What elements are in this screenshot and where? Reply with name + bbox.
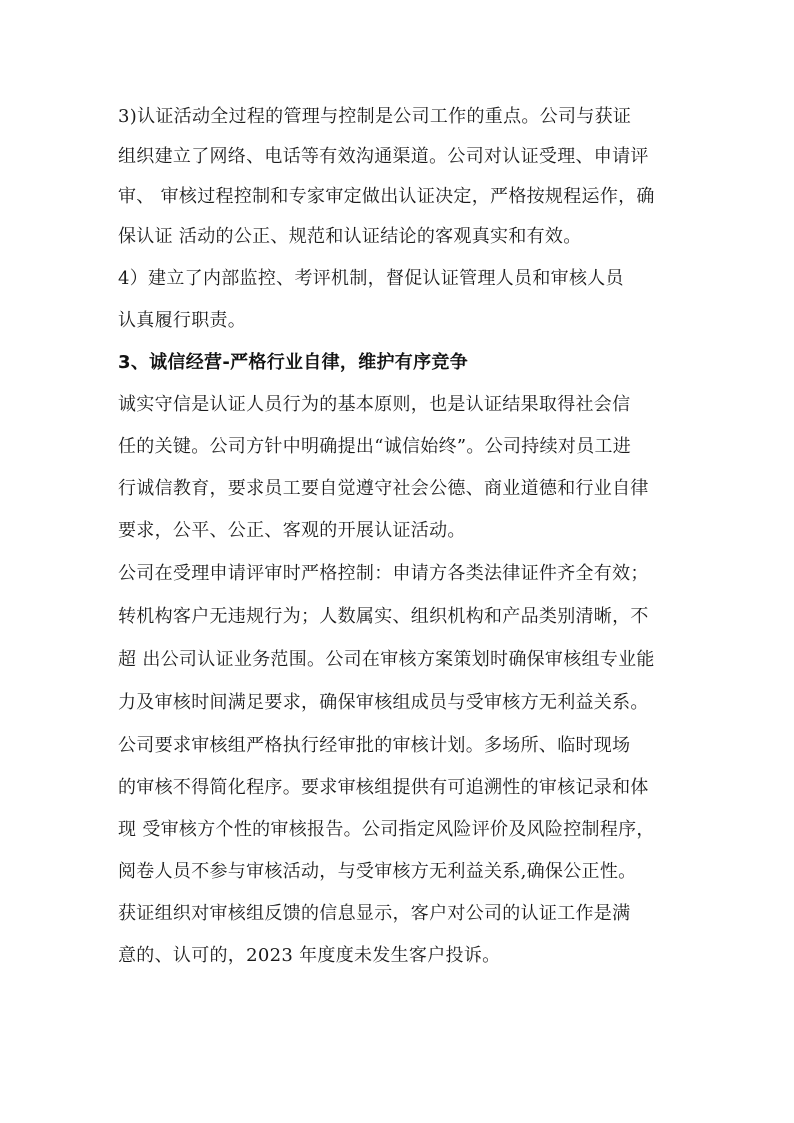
paragraph-line: 超 出公司认证业务范围。公司在审核方案策划时确保审核组专业能 [118, 649, 655, 670]
paragraph-line: 4）建立了内部监控、考评机制，督促认证管理人员和审核人员 [118, 268, 624, 289]
paragraph-line: 审、 审核过程控制和专家审定做出认证决定，严格按规程运作，确 [118, 186, 655, 207]
paragraph-line: 现 受审核方个性的审核报告。公司指定风险评价及风险控制程序， [118, 819, 655, 840]
paragraph-line: 3)认证活动全过程的管理与控制是公司工作的重点。公司与获证 [118, 106, 632, 127]
paragraph-line: 公司在受理申请评审时严格控制：申请方各类法律证件齐全有效； [118, 563, 649, 584]
paragraph-line: 行诚信教育，要求员工要自觉遵守社会公德、商业道德和行业自律 [118, 478, 649, 499]
paragraph-line: 转机构客户无违规行为；人数属实、组织机构和产品类别清晰，不 [118, 606, 649, 627]
paragraph-line: 组织建立了网络、电话等有效沟通渠道。公司对认证受理、申请评 [118, 146, 649, 167]
paragraph-line: 阅卷人员不参与审核活动，与受审核方无利益关系,确保公正性。 [118, 861, 637, 882]
paragraph-line: 任的关键。公司方针中明确提出“诚信始终”。公司持续对员工进 [118, 436, 632, 457]
paragraph-line: 的审核不得简化程序。要求审核组提供有可追溯性的审核记录和体 [118, 777, 649, 798]
paragraph-line: 认真履行职责。 [118, 310, 247, 331]
paragraph-line: 保认证 活动的公正、规范和认证结论的客观真实和有效。 [118, 226, 582, 247]
paragraph-line: 力及审核时间满足要求，确保审核组成员与受审核方无利益关系。 [118, 692, 649, 713]
paragraph-line: 获证组织对审核组反馈的信息显示，客户对公司的认证工作是满 [118, 903, 631, 924]
paragraph-line: 要求，公平、公正、客观的开展认证活动。 [118, 520, 466, 541]
paragraph-line: 公司要求审核组严格执行经审批的审核计划。多场所、临时现场 [118, 735, 631, 756]
paragraph-line: 诚实守信是认证人员行为的基本原则，也是认证结果取得社会信 [118, 394, 631, 415]
paragraph-line: 意的、认可的，2023 年度度未发生客户投诉。 [118, 945, 501, 966]
section-heading: 3、诚信经营-严格行业自律，维护有序竞争 [118, 352, 468, 373]
